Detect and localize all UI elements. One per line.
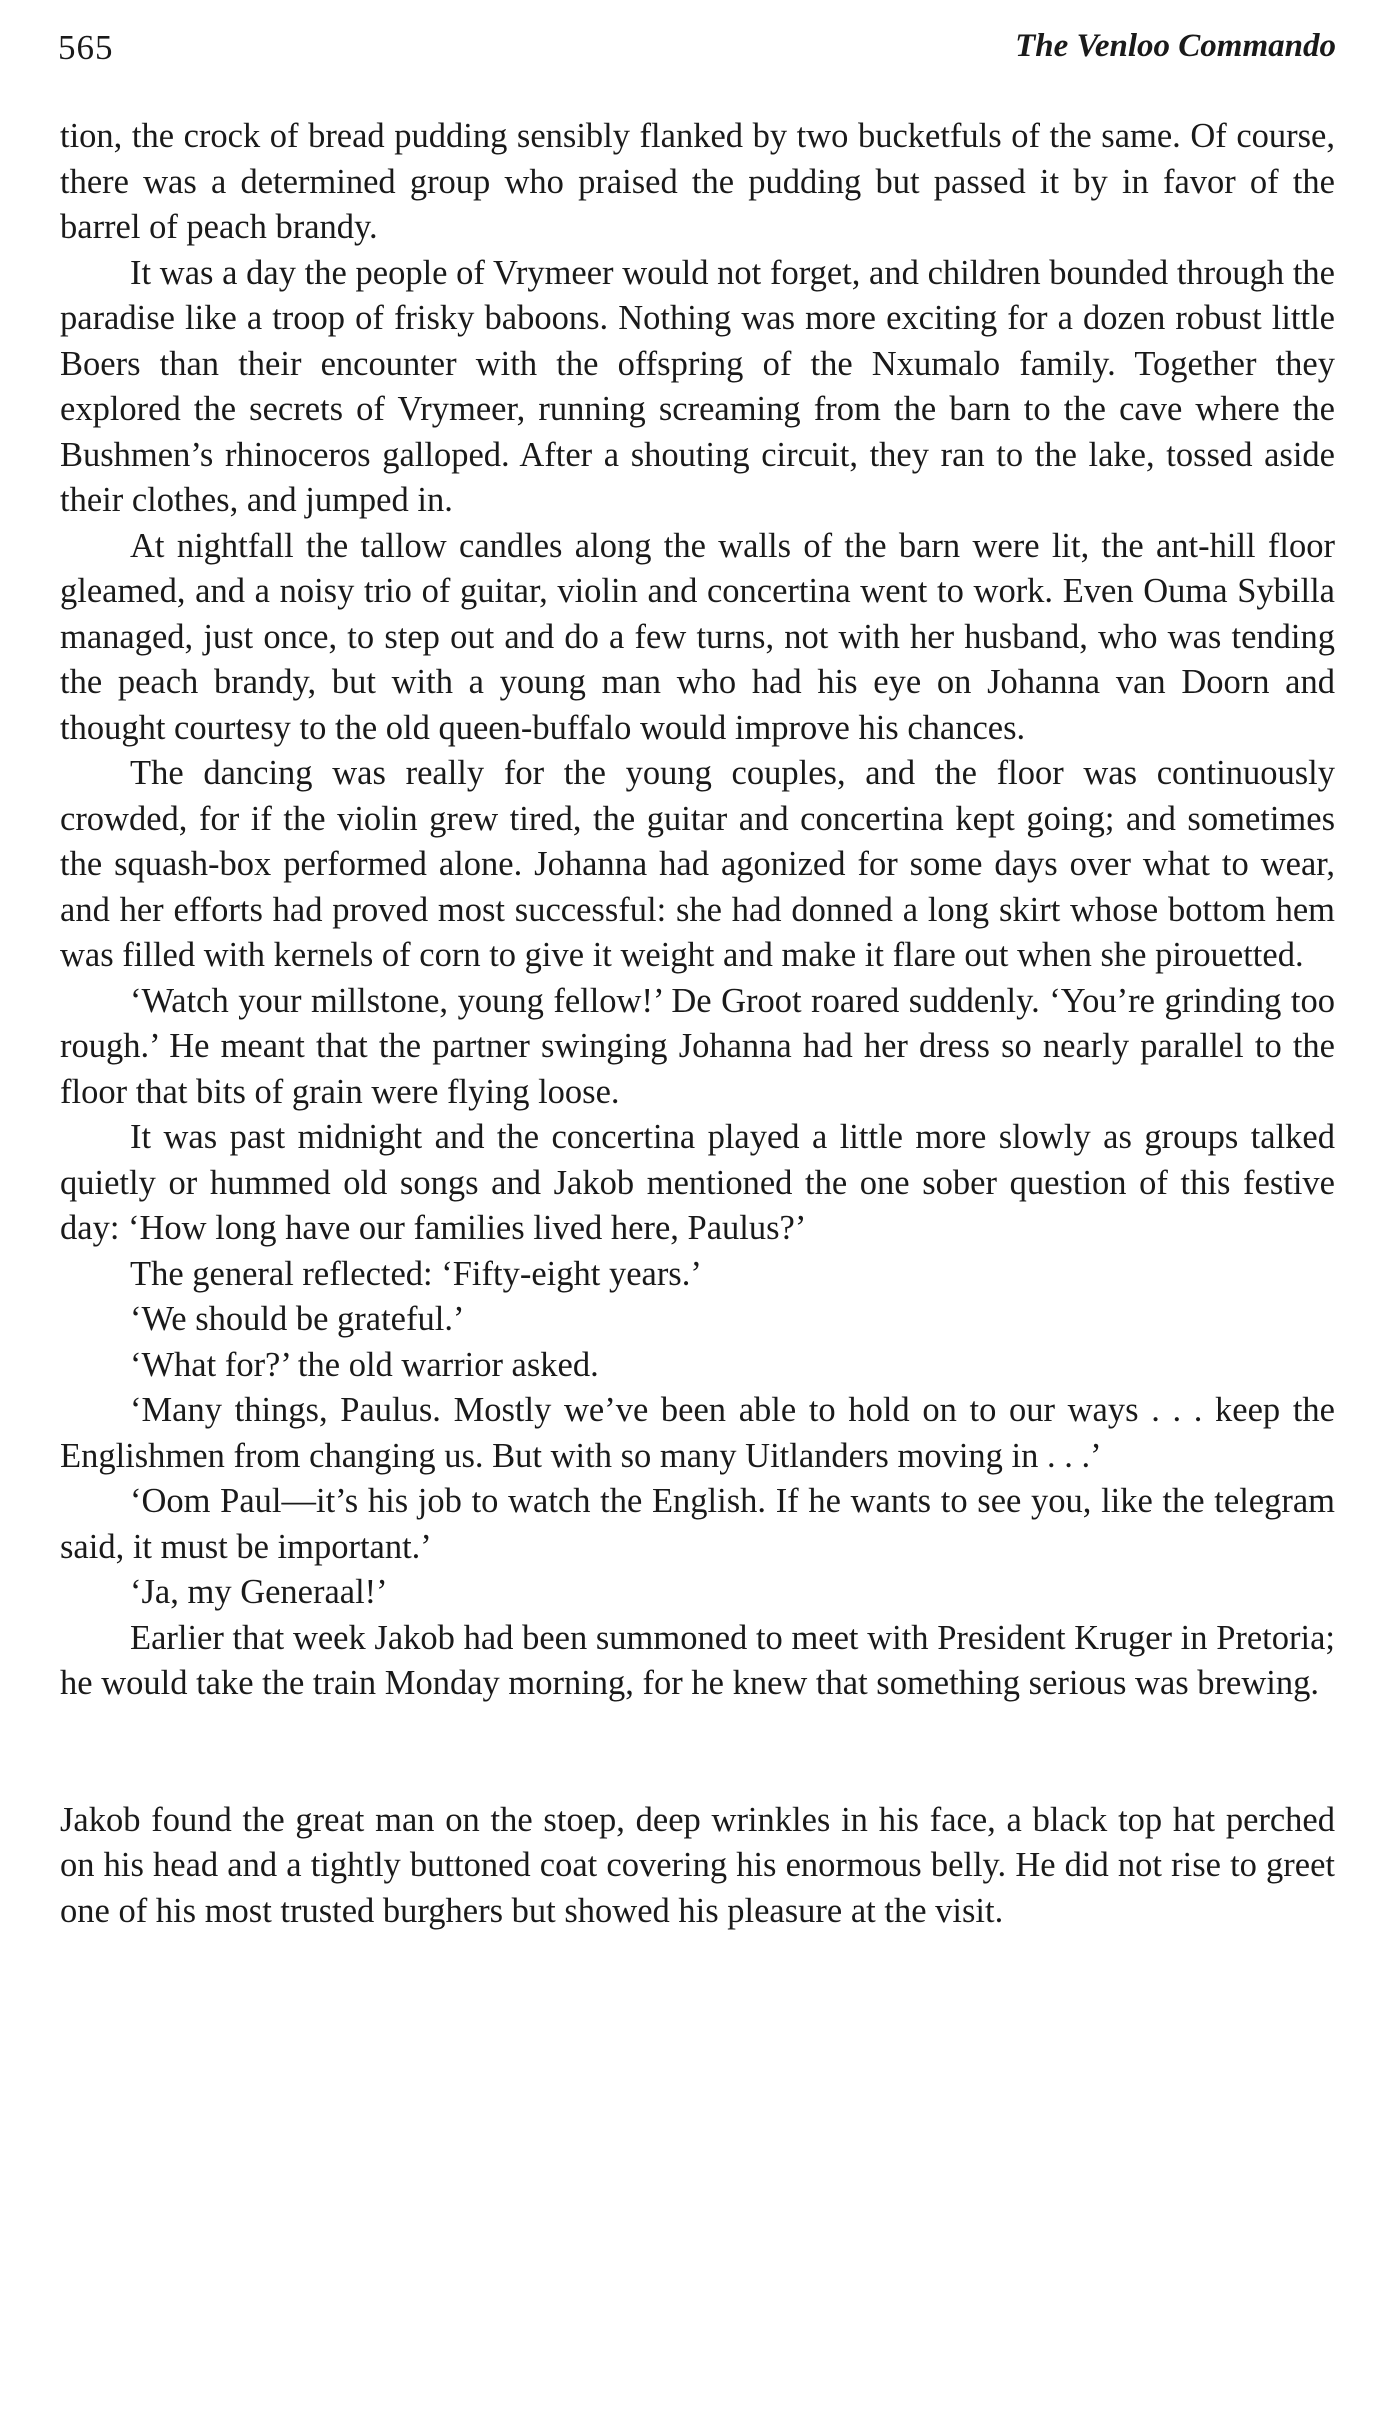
section-break xyxy=(60,1707,1335,1798)
page-number: 565 xyxy=(58,28,114,67)
paragraph: ‘What for?’ the old warrior asked. xyxy=(130,1345,599,1384)
paragraph: Earlier that week Jakob had been summoned to meet with President Kruger in Pretoria; he would take the train Monday morning, for he knew that something serious was brewing. xyxy=(60,1618,1335,1702)
paragraph: ‘Ja, my Generaal!’ xyxy=(130,1573,388,1611)
paragraph-section-start: Jakob found the great man on the stoep, deep wrinkles in his face, a black top hat perched on his head and a tightly buttoned coat covering his enormous belly. He did not rise to greet one of his most trusted burghers but showed his pleasure at the visit. xyxy=(60,1800,1335,1930)
paragraph: At nightfall the tallow candles along the walls of the barn were lit, the ant-hill floor gleamed, and a noisy trio of guitar, violin and concertina went to work. Even Ouma Sybilla managed, just once, to step out and do a few turns, not with her husband, who was tending the peach brandy, but with a young man who had his eye on Johanna van Doorn and thought courtesy to the old queen-buffalo would improve his chances. xyxy=(60,526,1335,747)
paragraph: It was past midnight and the concertina played a little more slowly as groups talked quietly or hummed old songs and Jakob mentioned the one sober question of this festive day: ‘How long have our families lived here, Paulus?’ xyxy=(60,1118,1335,1247)
paragraph-continuation: tion, the crock of bread pudding sensibly flanked by two bucketfuls of the same. Of course, there was a determined group who praised the pudding but passed it by in favor of the barrel of peach brandy. xyxy=(60,117,1335,246)
running-title: The Venloo Commando xyxy=(1015,28,1336,64)
paragraph: ‘Many things, Paulus. Mostly we’ve been able to hold on to our ways . . . keep the Englishmen from changing us. But with so many Uitlanders moving in . . .’ xyxy=(60,1391,1335,1475)
paragraph: The general reflected: ‘Fifty-eight years.’ xyxy=(130,1254,702,1293)
running-head xyxy=(58,28,1336,78)
paragraph: ‘Watch your millstone, young fellow!’ De Groot roared suddenly. ‘You’re grinding too rough.’ He meant that the partner swinging Johanna had her dress so nearly parallel to the floor that bits of grain were flying loose. xyxy=(60,981,1335,1111)
paragraph: It was a day the people of Vrymeer would not forget, and children bounded through the paradise like a troop of frisky baboons. Nothing was more exciting for a dozen robust little Boers than their encounter with the offspring of the Nxumalo family. Together they explored the secrets of Vrymeer, running screaming from the barn to the cave where the Bushmen’s rhinoceros galloped. After a shouting circuit, they ran to the lake, tossed aside their clothes, and jumped in. xyxy=(60,253,1335,519)
paragraph: ‘Oom Paul—it’s his job to watch the English. If he wants to see you, like the telegram said, it must be important.’ xyxy=(60,1482,1335,1566)
paragraph: The dancing was really for the young couples, and the floor was continuously crowded, for if the violin grew tired, the guitar and concertina kept going; and sometimes the squash-box performed alone. Johanna had agonized for some days over what to wear, and her efforts had proved most successful: she had donned a long skirt whose bottom hem was filled with kernels of corn to give it weight and make it flare out when she pirouetted. xyxy=(60,754,1335,974)
body-text xyxy=(60,114,1335,1934)
paragraph: ‘We should be grateful.’ xyxy=(130,1300,465,1338)
